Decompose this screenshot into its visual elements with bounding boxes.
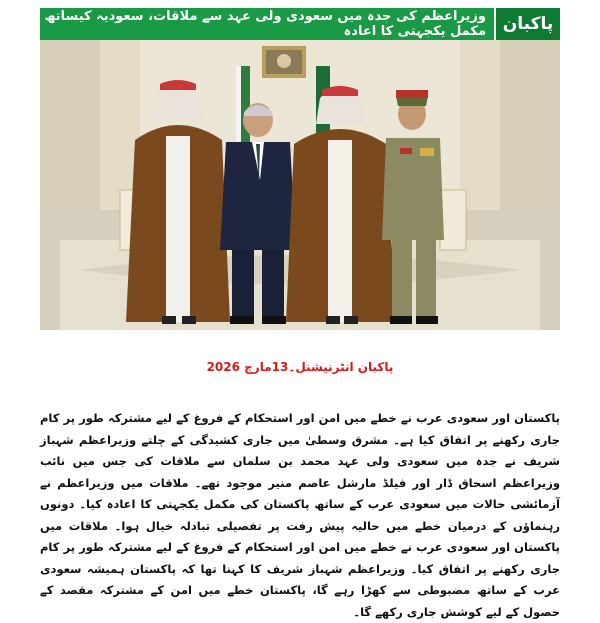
headline-banner xyxy=(40,8,560,40)
brand-logo: پاکبان xyxy=(494,8,560,40)
dateline: پاکبان انٹرنیشنل۔13مارچ 2026 xyxy=(206,360,394,374)
news-photo xyxy=(40,40,560,330)
headline-title: وزیراعظم کی جدہ میں سعودی ولی عہد سے ملاقات، سعودیہ کیساتھ مکمل یکجہتی کا اعادہ xyxy=(40,8,494,40)
article-body: پاکستان اور سعودی عرب نے خطے میں امن اور استحکام کے فروغ کے لیے مشترکہ طور پر کام جاری رکھنے پر اتفاق کیا ہے۔ مشرق وسطیٰ میں جاری کشیدگی کے چلتے وزیراعظم شہباز شریف نے جدہ میں سعودی ولی عہد محمد بن سلمان سے ملاقات کی جس میں نائب وزیراعظم اسحاق ڈار اور فیلڈ مارشل عاصم منیر موجود تھے۔ ملاقات میں وزیراعظم نے آزمائشی حالات میں سعودی عرب کے ساتھ پاکستان کی مکمل یکجہتی کا اعادہ کیا۔ دونوں رہنماؤں کے درمیان خطے میں حالیہ پیش رفت پر تفصیلی تبادلہ خیال ہوا۔ ملاقات میں پاکستان اور سعودی عرب نے خطے میں امن اور استحکام کے فروغ کے لیے مشترکہ طور پر کام جاری رکھنے پر اتفاق کیا۔ وزیراعظم شہباز شریف کا کہنا تھا کہ پاکستان ہمیشہ سعودی عرب کے ساتھ مضبوطی سے کھڑا رہے گا، پاکستان خطے میں امن کے مشترکہ مقصد کے حصول کے لیے کوشش جاری رکھے گا۔ xyxy=(40,411,560,619)
